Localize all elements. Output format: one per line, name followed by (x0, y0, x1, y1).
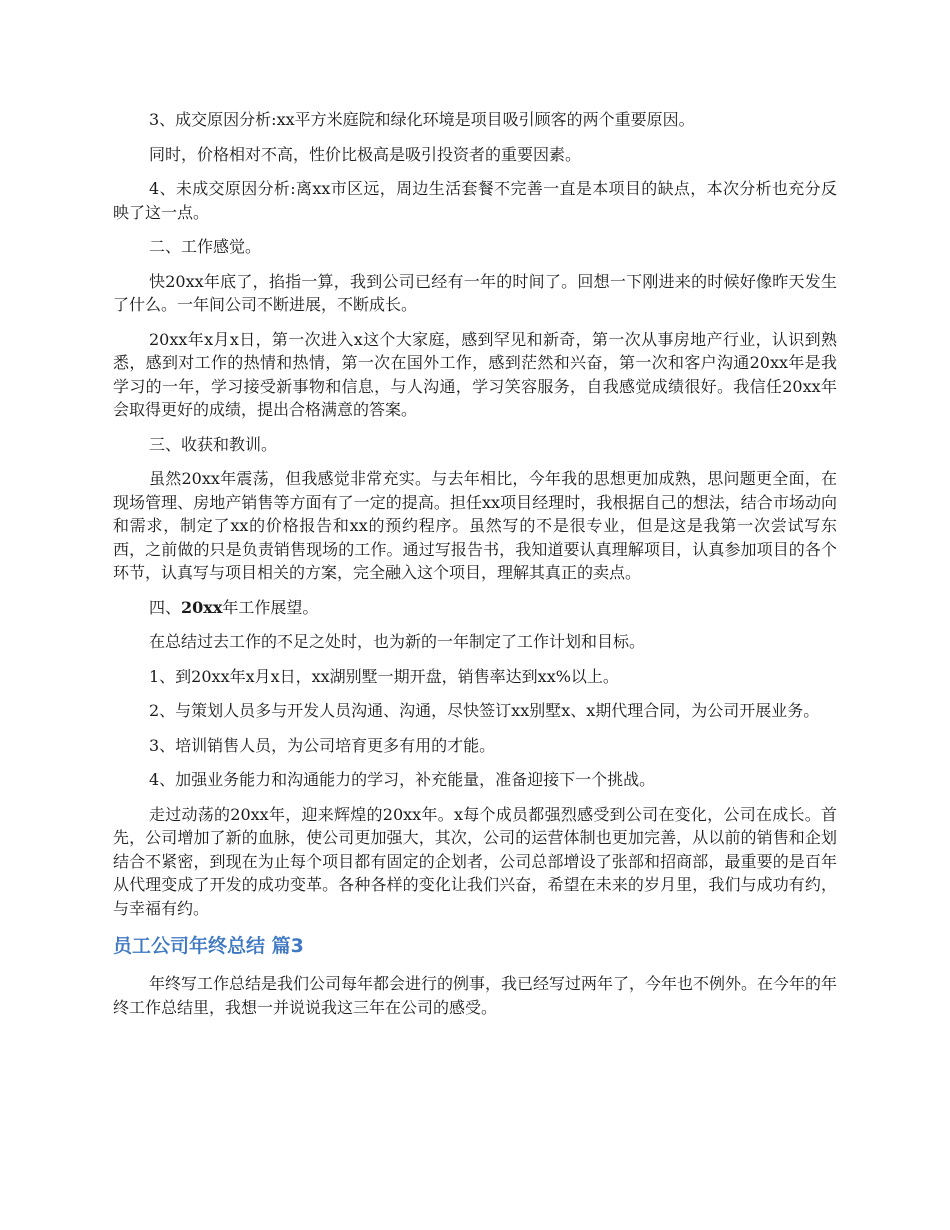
paragraph-harvest: 虽然20xx年震荡，但我感觉非常充实。与去年相比，今年我的思想更加成熟，思问题更全面，在现场管理、房地产销售等方面有了一定的提高。担任xx项目经理时，我根据自己的想法，结合市场动向和需求，制定了xx的价格报告和xx的预约程序。虽然写的不是很专业，但是这是我第一次尝试写东西，之前做的只是负责销售现场的工作。通过写报告书，我知道要认真理解项目，认真参加项目的各个环节，认真写与项目相关的方案，完全融入这个项目，理解其真正的卖点。 (113, 469, 837, 582)
paragraph-deal-reason: 3、成交原因分析:xx平方米庭院和绿化环境是项目吸引顾客的两个重要原因。 (149, 110, 695, 129)
paragraph-year-end: 快20xx年底了，掐指一算，我到公司已经有一年的时间了。回想一下刚进来的时候好像昨天发生了什么。一年间公司不断进展，不断成长。 (113, 271, 837, 314)
plan-item-1: 1、到20xx年x月x日，xx湖别墅一期开盘，销售率达到xx%以上。 (149, 666, 619, 686)
paragraph-closing: 走过动荡的20xx年，迎来辉煌的20xx年。x每个成员都强烈感受到公司在变化，公司在成长。首先，公司增加了新的血脉，使公司更加强大，其次，公司的运营体制也更加完善，从以前的销售和企划结合不紧密，到现在为止每个项目都有固定的企划者，公司总部增设了张部和招商部，最重要的是百年从代理变成了开发的成功变革。各种各样的变化让我们兴奋，希望在未来的岁月里，我们与成功有约，与幸福有约。 (113, 804, 837, 918)
section-three-title: 三、收获和教训。 (149, 434, 278, 454)
section-four-suffix: 年工作展望。 (222, 597, 319, 617)
paragraph-first-day: 20xx年x月x日，第一次进入x这个大家庭，感到罕见和新奇，第一次从事房地产行业，认识到熟悉，感到对工作的热情和热情，第一次在国外工作，感到茫然和兴奋，第一次和客户沟通20xx年是我学习的一年，学习接受新事物和信息，与人沟通，学习笑容服务，自我感觉成绩很好。我信任20xx年会取得更好的成绩，提出合格满意的答案。 (113, 329, 837, 419)
section-two-title: 二、工作感觉。 (149, 237, 262, 256)
section-four-prefix: 四、 (149, 597, 182, 617)
paragraph-part-3-intro: 年终写工作总结是我们公司每年都会进行的例事，我已经写过两年了，今年也不例外。在今年的年终工作总结里，我想一并说说我这三年在公司的感受。 (113, 974, 838, 1017)
plan-item-2: 2、与策划人员多与开发人员沟通、沟通，尽快签订xx别墅x、x期代理合同，为公司开展业务。 (149, 701, 820, 720)
document-body (113, 108, 837, 1030)
plan-item-3: 3、培训销售人员，为公司培育更多有用的才能。 (149, 735, 496, 755)
paragraph-no-deal-reason: 4、未成交原因分析:离xx市区远，周边生活套餐不完善一直是本项目的缺点，本次分析也充分反映了这一点。 (113, 179, 837, 222)
paragraph-price-factor: 同时，价格相对不高，性价比极高是吸引投资者的重要因素。 (149, 144, 582, 164)
section-four-year: 20xx (181, 597, 223, 617)
section-four-title (113, 596, 837, 620)
plan-item-4: 4、加强业务能力和沟通能力的学习，补充能量，准备迎接下一个挑战。 (149, 770, 656, 789)
section-heading-part-3: 员工公司年终总结 篇3 (113, 935, 304, 957)
paragraph-plan-intro: 在总结过去工作的不足之处时，也为新的一年制定了工作计划和目标。 (149, 632, 646, 651)
